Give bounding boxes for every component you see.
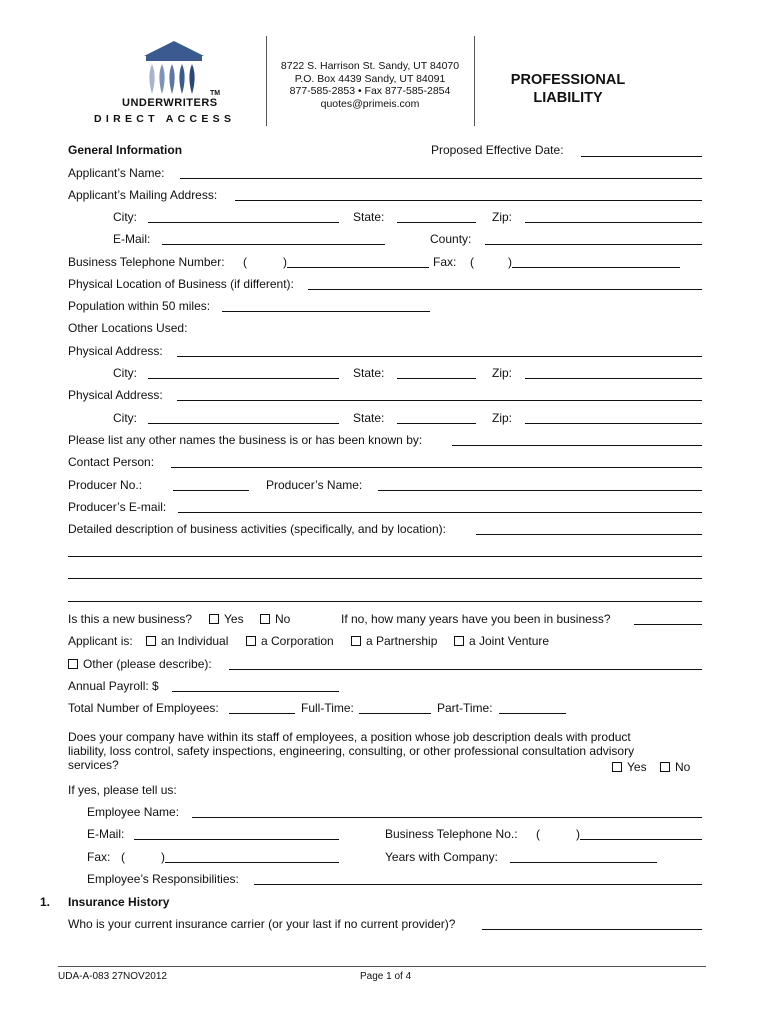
contact-person-label: Contact Person: <box>68 455 155 469</box>
logo-tm: TM <box>210 90 221 97</box>
years-with-company-field[interactable] <box>510 862 657 863</box>
producer-no-label: Producer No.: <box>68 478 143 492</box>
paren-open: ( <box>121 850 125 864</box>
form-title-line2: LIABILITY <box>533 90 603 106</box>
checkbox-icon <box>68 659 78 669</box>
state-field[interactable] <box>397 423 476 424</box>
page-number: Page 1 of 4 <box>360 971 412 982</box>
producer-name-label: Producer’s Name: <box>266 478 363 492</box>
business-description-field[interactable] <box>68 578 702 579</box>
staff-question-line: Does your company have within its staff of employees, a position whose job description deals with product <box>68 730 631 744</box>
part-time-field[interactable] <box>499 713 566 714</box>
partnership-checkbox[interactable] <box>351 634 437 648</box>
no-label: No <box>275 612 291 626</box>
form-id: UDA-A-083 27NOV2012 <box>58 971 167 982</box>
other-description-field[interactable] <box>229 669 702 670</box>
responsibilities-label: Employee’s Responsibilities: <box>87 872 239 886</box>
county-label: County: <box>430 232 472 246</box>
state-label: State: <box>353 411 385 425</box>
new-business-no-checkbox[interactable] <box>260 612 290 626</box>
physical-address-label: Physical Address: <box>68 344 163 358</box>
joint-venture-checkbox[interactable] <box>454 634 549 648</box>
zip-label: Zip: <box>492 411 513 425</box>
physical-address-field[interactable] <box>177 400 702 401</box>
corporation-label: a Corporation <box>261 634 334 648</box>
yes-label: Yes <box>627 760 647 774</box>
business-description-label: Detailed description of business activities (specifically, and by location): <box>68 522 446 536</box>
paren-open: ( <box>243 255 247 269</box>
address-line: P.O. Box 4439 Sandy, UT 84091 <box>294 72 446 85</box>
employee-name-label: Employee Name: <box>87 805 180 819</box>
individual-label: an Individual <box>161 634 229 648</box>
address-email: quotes@primeis.com <box>320 97 420 110</box>
address-line: 8722 S. Harrison St. Sandy, UT 84070 <box>280 60 460 72</box>
corporation-checkbox[interactable] <box>246 634 334 648</box>
producer-no-field[interactable] <box>173 490 249 491</box>
applicant-is-label: Applicant is: <box>68 634 133 648</box>
employee-email-field[interactable] <box>134 839 339 840</box>
part-time-label: Part-Time: <box>437 701 493 715</box>
no-label: No <box>675 760 691 774</box>
individual-checkbox[interactable] <box>146 634 228 648</box>
checkbox-icon <box>612 762 622 772</box>
physical-location-label: Physical Location of Business (if different): <box>68 277 294 291</box>
years-in-business-field[interactable] <box>634 624 702 625</box>
effective-date-label: Proposed Effective Date: <box>431 143 564 157</box>
state-field[interactable] <box>397 222 476 223</box>
yes-label: Yes <box>224 612 244 626</box>
city-label: City: <box>113 366 137 380</box>
physical-location-field[interactable] <box>308 289 702 290</box>
applicant-name-field[interactable] <box>180 178 702 179</box>
years-with-company-label: Years with Company: <box>385 850 498 864</box>
email-field[interactable] <box>162 244 385 245</box>
new-business-label: Is this a new business? <box>68 612 193 626</box>
new-business-yes-checkbox[interactable] <box>209 612 244 626</box>
zip-field[interactable] <box>525 423 702 424</box>
header-divider <box>266 36 267 126</box>
footer-divider <box>58 966 706 967</box>
business-phone-label: Business Telephone Number: <box>68 255 225 269</box>
applicant-name-label: Applicant’s Name: <box>68 166 165 180</box>
logo-line2: DIRECT ACCESS <box>94 113 236 125</box>
if-yes-label: If yes, please tell us: <box>68 783 177 797</box>
annual-payroll-field[interactable] <box>172 691 339 692</box>
other-names-label: Please list any other names the business is or has been known by: <box>68 433 423 447</box>
producer-email-field[interactable] <box>178 512 702 513</box>
logo-line1: UNDERWRITERS <box>122 97 218 109</box>
contact-person-field[interactable] <box>171 467 702 468</box>
address-line: 877-585-2853 • Fax 877-585-2854 <box>289 85 451 97</box>
checkbox-icon <box>351 636 361 646</box>
staff-no-checkbox[interactable] <box>660 760 690 774</box>
total-employees-label: Total Number of Employees: <box>68 701 219 715</box>
business-phone-field[interactable] <box>287 267 429 268</box>
insurance-section-number: 1. <box>40 895 51 909</box>
section-heading-insurance: Insurance History <box>68 895 170 909</box>
form-title-line1: PROFESSIONAL <box>510 72 626 88</box>
city-label: City: <box>113 411 137 425</box>
carrier-field[interactable] <box>482 929 702 930</box>
checkbox-icon <box>454 636 464 646</box>
producer-email-label: Producer’s E-mail: <box>68 500 167 514</box>
state-label: State: <box>353 366 385 380</box>
checkbox-icon <box>660 762 670 772</box>
mailing-address-label: Applicant’s Mailing Address: <box>68 188 218 202</box>
employee-name-field[interactable] <box>192 817 702 818</box>
business-description-field[interactable] <box>68 601 702 602</box>
business-description-field[interactable] <box>68 556 702 557</box>
building-logo-icon <box>94 38 254 98</box>
city-field[interactable] <box>148 222 339 223</box>
annual-payroll-label: Annual Payroll: $ <box>68 679 159 693</box>
partnership-label: a Partnership <box>366 634 438 648</box>
producer-name-field[interactable] <box>378 490 702 491</box>
state-label: State: <box>353 210 385 224</box>
paren-close: ) <box>283 255 287 269</box>
county-field[interactable] <box>485 244 702 245</box>
checkbox-icon <box>246 636 256 646</box>
form-title <box>478 71 658 107</box>
company-logo <box>94 38 254 128</box>
zip-label: Zip: <box>492 366 513 380</box>
employee-fax-label: Fax: <box>87 850 111 864</box>
checkbox-icon <box>146 636 156 646</box>
full-time-field[interactable] <box>359 713 431 714</box>
staff-question-line: services? <box>68 758 119 772</box>
employee-phone-label: Business Telephone No.: <box>385 827 518 841</box>
paren-open: ( <box>470 255 474 269</box>
paren-open: ( <box>536 827 540 841</box>
email-label: E-Mail: <box>113 232 151 246</box>
paren-close: ) <box>508 255 512 269</box>
section-heading-general: General Information <box>68 143 183 157</box>
staff-yes-checkbox[interactable] <box>612 760 647 774</box>
other-names-field[interactable] <box>452 445 702 446</box>
fax-field[interactable] <box>512 267 680 268</box>
carrier-label: Who is your current insurance carrier (or your last if no current provider)? <box>68 917 456 931</box>
joint-venture-label: a Joint Venture <box>469 634 550 648</box>
city-field[interactable] <box>148 378 339 379</box>
checkbox-icon <box>209 614 219 624</box>
zip-label: Zip: <box>492 210 513 224</box>
employee-email-label: E-Mail: <box>87 827 125 841</box>
staff-question-line: liability, loss control, safety inspections, engineering, consulting, or other professional consultation advisory <box>68 744 635 758</box>
physical-address-field[interactable] <box>177 356 702 357</box>
years-in-business-label: If no, how many years have you been in business? <box>341 612 611 626</box>
city-field[interactable] <box>148 423 339 424</box>
fax-label: Fax: <box>433 255 457 269</box>
physical-address-label: Physical Address: <box>68 388 163 402</box>
other-label: Other (please describe): <box>83 657 212 671</box>
business-description-field[interactable] <box>476 534 702 535</box>
other-locations-label: Other Locations Used: <box>68 321 188 335</box>
zip-field[interactable] <box>525 222 702 223</box>
mailing-address-field[interactable] <box>235 200 702 201</box>
paren-close: ) <box>576 827 580 841</box>
company-address <box>270 60 470 110</box>
state-field[interactable] <box>397 378 476 379</box>
header-divider <box>474 36 475 126</box>
population-field[interactable] <box>222 311 430 312</box>
effective-date-field[interactable] <box>581 156 702 157</box>
employee-fax-field[interactable] <box>165 862 339 863</box>
checkbox-icon <box>260 614 270 624</box>
total-employees-field[interactable] <box>229 713 295 714</box>
employee-phone-field[interactable] <box>580 839 702 840</box>
other-checkbox[interactable] <box>68 657 212 671</box>
paren-close: ) <box>161 850 165 864</box>
zip-field[interactable] <box>525 378 702 379</box>
full-time-label: Full-Time: <box>301 701 354 715</box>
population-label: Population within 50 miles: <box>68 299 211 313</box>
city-label: City: <box>113 210 137 224</box>
responsibilities-field[interactable] <box>254 884 702 885</box>
